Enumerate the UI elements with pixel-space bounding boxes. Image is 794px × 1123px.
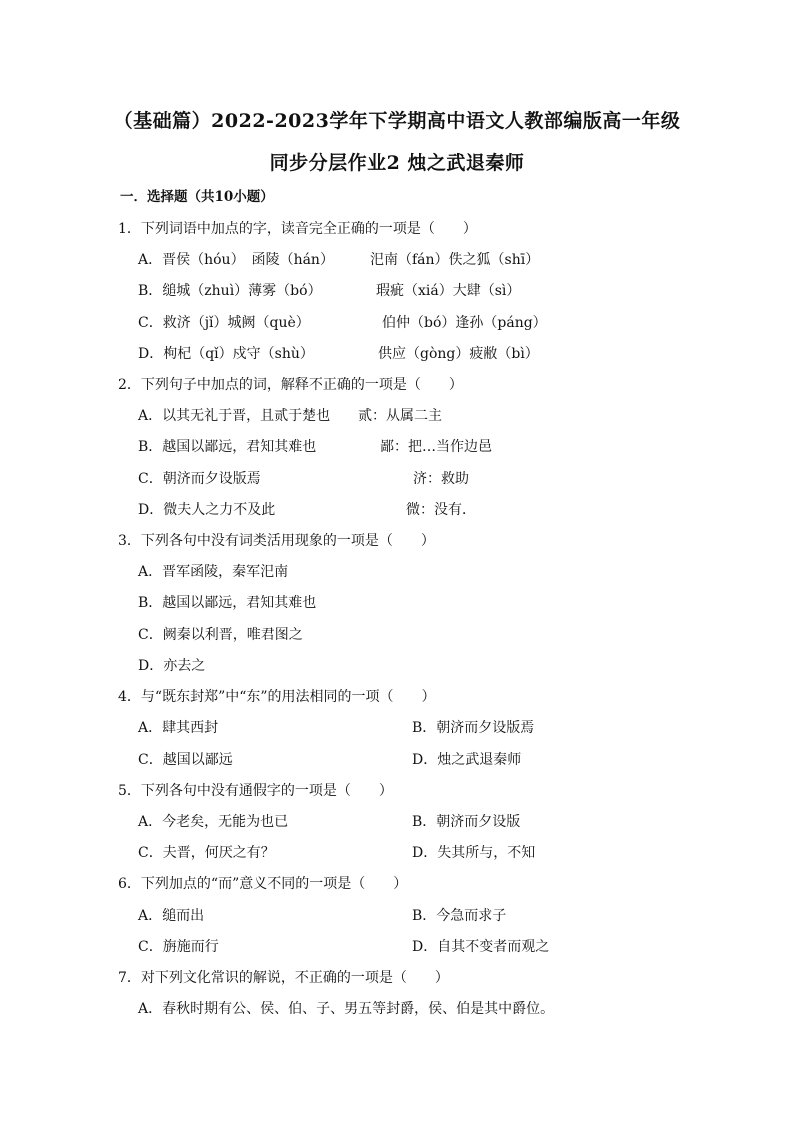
question-1-option-d-right: 供应（gòng）疲敝（bì）	[378, 346, 539, 362]
question-1-option-b-right: 瑕疵（xiá）大肆（sì）	[376, 283, 521, 299]
question-3-option-a: A．晋军函陵，秦军汜南	[138, 564, 289, 580]
question-1-option-a: A．晋侯（hóu） 函陵（hán）	[138, 252, 334, 268]
question-1-option-c: C．救济（jǐ）城阙（què）	[138, 315, 310, 331]
document-title-line1: （基础篇）2022-2023学年下学期高中语文人教部编版高一年级	[113, 110, 681, 132]
question-6-option-c: C．旃施而行	[138, 939, 219, 955]
question-3-option-c: C．阙秦以利晋，唯君图之	[138, 627, 303, 643]
document-title-line2: 同步分层作业2 烛之武退秦师	[269, 152, 525, 174]
question-3-option-d: D．亦去之	[138, 658, 206, 674]
question-2-option-c: C．朝济而夕设版焉	[138, 471, 261, 487]
question-6-option-d: D．自其不变者而观之	[412, 939, 550, 955]
question-2-option-d: D．微夫人之力不及此	[138, 502, 276, 518]
question-7-option-a: A．春秋时期有公、侯、伯、子、男五等封爵，侯、伯是其中爵位。	[138, 1001, 555, 1017]
question-3-stem: 3．下列各句中没有词类活用现象的一项是（ ）	[118, 533, 435, 549]
question-1-option-b: B．缒城（zhuì）薄雾（bó）	[138, 283, 322, 299]
question-1-option-c-right: 伯仲（bó）逢孙（páng）	[382, 315, 547, 331]
question-5-option-b: B．朝济而夕设版	[412, 814, 521, 830]
question-3-option-b: B．越国以鄙远，君知其难也	[138, 595, 317, 611]
question-2-option-d-right: 微：没有．	[406, 502, 476, 518]
question-4-option-d: D．烛之武退秦师	[412, 752, 522, 768]
question-6-option-a: A．缒而出	[138, 908, 205, 924]
question-4-option-c: C．越国以鄙远	[138, 752, 233, 768]
question-1-option-a-right: 汜南（fán）佚之狐（shī）	[370, 252, 540, 268]
question-7-stem: 7．对下列文化常识的解说，不正确的一项是（ ）	[118, 970, 449, 986]
question-2-option-c-right: 济：救助	[413, 471, 469, 487]
question-6-option-b: B．今急而求子	[412, 908, 507, 924]
question-4-stem: 4．与“既东封郑”中“东”的用法相同的一项（ ）	[118, 689, 436, 705]
question-2-option-a-right: 贰：从属二主	[358, 408, 442, 424]
question-5-option-a: A．今老矣，无能为也已	[138, 814, 289, 830]
question-1-option-d: D．枸杞（qǐ）戍守（shù）	[138, 346, 314, 362]
question-6-stem: 6．下列加点的“而”意义不同的一项是（ ）	[118, 876, 408, 892]
section-heading: 一．选择题（共10小题）	[120, 189, 274, 205]
question-2-option-a: A．以其无礼于晋，且贰于楚也	[138, 408, 331, 424]
question-2-option-b-right: 鄙：把…当作边邑	[380, 439, 492, 455]
question-2-option-b: B．越国以鄙远，君知其难也	[138, 439, 317, 455]
question-2-stem: 2．下列句子中加点的词，解释不正确的一项是（ ）	[118, 377, 463, 393]
question-5-option-c: C．夫晋，何厌之有？	[138, 845, 275, 861]
question-1-stem: 1．下列词语中加点的字，读音完全正确的一项是（ ）	[118, 221, 477, 237]
question-5-stem: 5．下列各句中没有通假字的一项是（ ）	[118, 783, 393, 799]
question-5-option-d: D．失其所与，不知	[412, 845, 536, 861]
question-4-option-b: B．朝济而夕设版焉	[412, 720, 535, 736]
question-4-option-a: A．肆其西封	[138, 720, 219, 736]
